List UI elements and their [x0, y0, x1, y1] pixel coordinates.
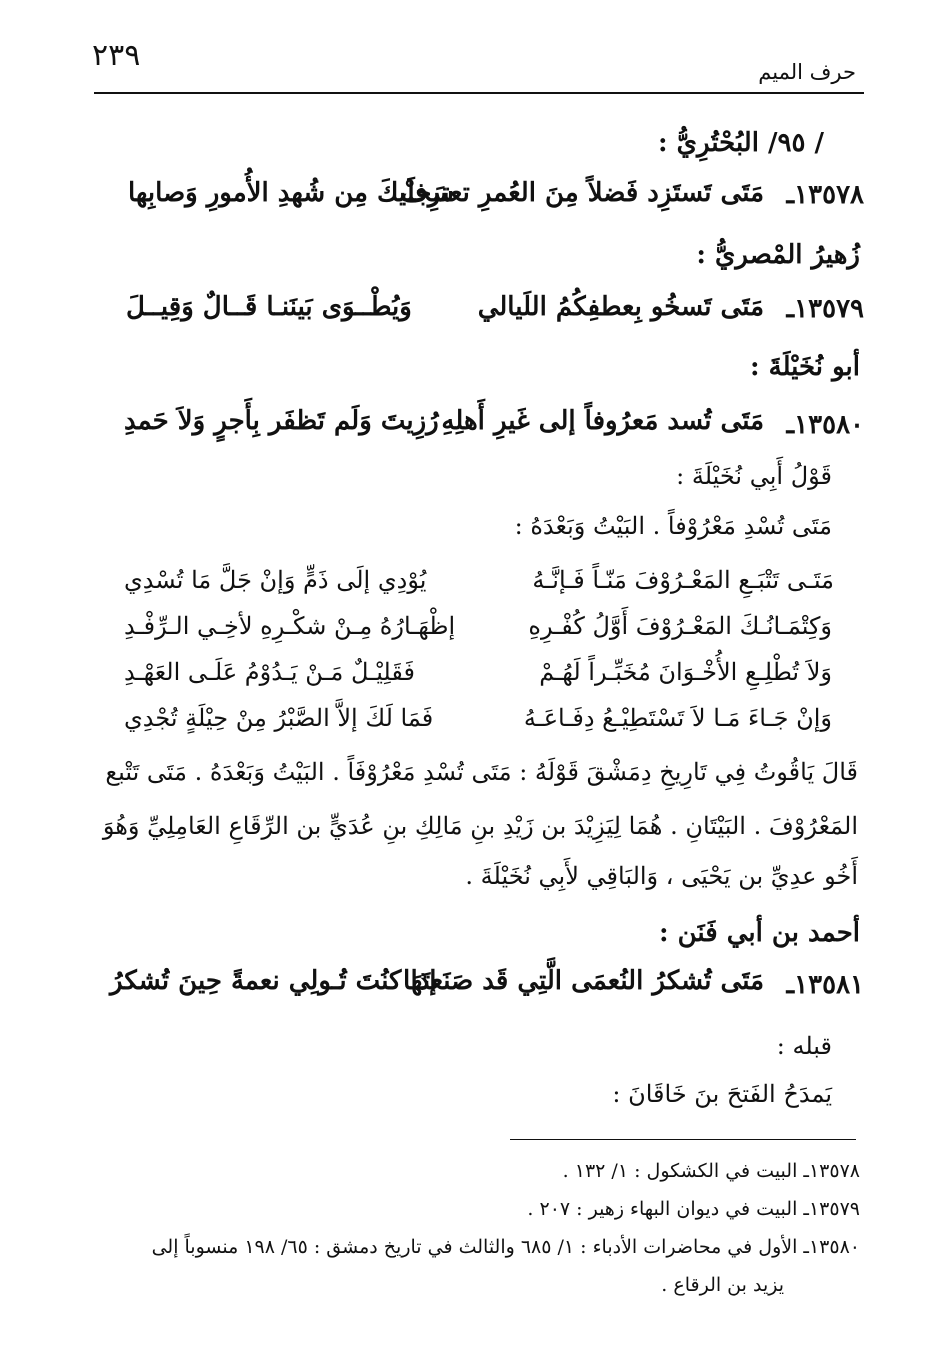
verse-second-hemistich: سَجلَيكَ مِن شُهدِ الأُمورِ وَصابِها	[128, 178, 454, 208]
quoted-verse-second: يُوْدِي إلَى ذَمٍّ وَإنْ جَلَّ مَا تُسْدِي	[124, 566, 427, 594]
page-number: ٢٣٩	[92, 38, 141, 73]
footnote: ١٣٥٧٨ـ البيت في الكشكول : ١/ ١٣٢ .	[562, 1160, 860, 1182]
verse-second-hemistich: رُزِيتَ وَلَم تَظفَر بِأَجرٍ وَلاَ حَمدِ	[124, 406, 439, 436]
verse-number: ١٣٥٧٩ـ	[786, 294, 864, 324]
prose-line: قَالَ يَاقُوتُ فِي تَارِيخِ دِمَشْقَ قَوْلَهُ : مَتَى تُسْدِ مَعْرُوْفَاً . البَيْتُ وَبَعْدَهُ . مَتَى تَتْبع	[105, 758, 858, 786]
quoted-verse-first: وَلاَ تُطْلِـعِ الأُخْـوَانَ مُخَبِّـراً لَهُـمْ	[539, 658, 832, 686]
quoted-verse-first: وَكِتْمَـانُـكَ المَعْـرُوْفَ أَوَّلُ كُفْـرِهِ	[528, 612, 832, 640]
poet-name: أحمد بن أبي فَنَن :	[658, 918, 860, 948]
verse-number: ١٣٥٧٨ـ	[786, 180, 864, 210]
verse-number: ١٣٥٨٠ـ	[786, 410, 864, 440]
poet-name: / ٩٥/ البُحْتُرِيُّ :	[657, 128, 824, 158]
verse-first-hemistich: مَتَى تُشكرُ النُعمَى الَّتِي قَد صَنَعتَهَا	[402, 966, 764, 996]
running-head: حرف الميم	[758, 60, 856, 84]
quoted-verse-first: مَتَـى تَتْبَـعِ المَعْـرُوْفَ مَنّـاً فَـإنَّـهُ	[532, 566, 834, 594]
quote-intro: قَوْلُ أَبِي نُخَيْلَةَ :	[676, 462, 832, 490]
footnote: ١٣٥٧٩ـ البيت في ديوان البهاء زهير : ٢٠٧ .	[527, 1198, 860, 1220]
verse-second-hemistich: إذا كنُتَ تُـولِي نعمةً حِينَ تُشكرُ	[110, 966, 437, 996]
verse-number: ١٣٥٨١ـ	[786, 970, 864, 1000]
verse-second-hemistich: وَيُطْــوَى بَينَنـا قَــالٌ وَقِيــلَ	[126, 292, 412, 322]
footnote-rule	[510, 1139, 856, 1140]
quote-reference: مَتَى تُسْدِ مَعْرُوْفاً . البَيْتُ وَبَعْدَهُ :	[514, 512, 832, 540]
footnote: ١٣٥٨٠ـ الأول في محاضرات الأدباء : ١/ ٦٨٥ والثالث في تاريخ دمشق : ٦٥/ ١٩٨ منسوباً إلى	[151, 1236, 860, 1258]
verse-first-hemistich: مَتَى تُسد مَعرُوفاً إلى غَيرِ أَهلِهِ	[441, 406, 764, 436]
poet-name: أبو نُخَيْلَةَ :	[749, 352, 860, 382]
before-label: قبله :	[776, 1032, 832, 1060]
footnote-continued: يزيد بن الرقاع .	[661, 1274, 784, 1296]
verse-first-hemistich: مَتَى تَسخُو بِعطفِكُمُ اللَيالي	[477, 292, 764, 322]
quoted-verse-first: وَإنْ جَـاءَ مَـا لاَ تَسْتَطِيْـعُ دِفَـاعَـهُ	[523, 704, 832, 732]
quoted-verse-second: إظْهَـارُهُ مِـنْ شكْـرِهِ لأخِـي الـرِّفْـدِ	[124, 612, 456, 640]
prose-line: أَخُو عدِيِّ بن يَحْيَى ، وَالبَاقِي لأَبِي نُخَيْلَةَ .	[465, 862, 858, 890]
quoted-verse-second: فَقَلِيْـلٌ مَـنْ يَـدُوْمُ عَلَـى العَهْـدِ	[124, 658, 415, 686]
poet-name: زُهيرُ المْصريُّ :	[696, 240, 860, 270]
before-line: يَمدَحُ الفَتحَ بنَ خَاقَانَ :	[612, 1080, 832, 1108]
header-rule	[94, 92, 864, 94]
verse-first-hemistich: مَتَى تَستَزِد فَضلاً مِنَ العُمرِ تعترِفْ	[400, 178, 764, 208]
prose-line: المَعْرُوْفَ . البَيْتَانِ . هُمَا لِيَزِيْدَ بن زَيْدِ بنِ مَالِكِ بنِ عُدَيٍّ بن الرِّقَاعِ العَامِلِيِّ وَهُوَ	[102, 812, 858, 840]
quoted-verse-second: فَمَا لَكَ إلاَّ الصَّبْرُ مِنْ حِيْلَةٍ تُجْدِي	[124, 704, 434, 732]
